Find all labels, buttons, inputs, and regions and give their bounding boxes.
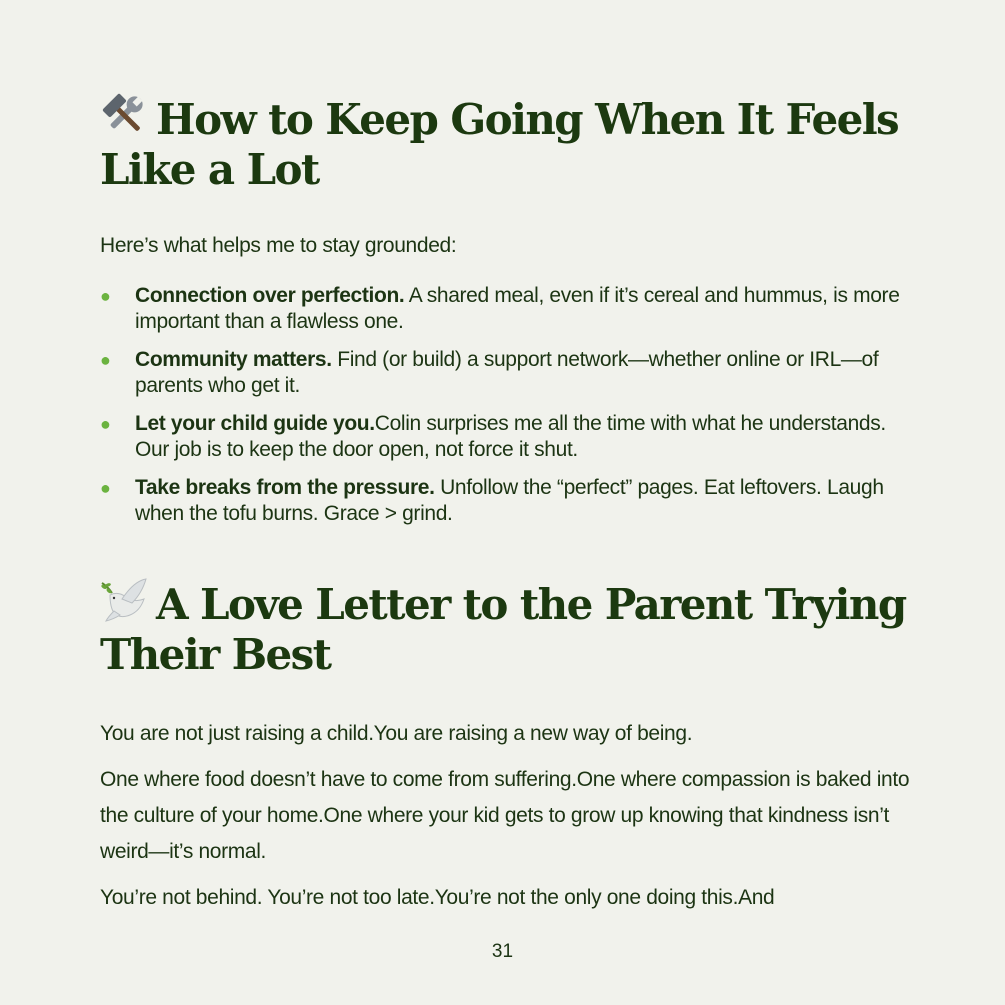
list-item xyxy=(100,283,910,335)
list-item-bold: Community matters. xyxy=(135,348,332,371)
tips-list xyxy=(100,283,910,527)
bullet-icon: ● xyxy=(100,478,111,498)
page-number: 31 xyxy=(491,941,514,962)
list-item xyxy=(100,411,910,463)
section-heading-text: A Love Letter to the Parent Trying Their Best xyxy=(100,580,906,679)
letter-paragraph: You are not just raising a child.You are raising a new way of being. xyxy=(100,722,693,745)
letter-paragraph: One where food doesn’t have to come from suffering.One where compassion is baked into the culture of your home.One where your kid gets to grow up knowing that kindness isn’t weird—it’s normal. xyxy=(100,768,910,863)
page-content xyxy=(100,92,910,916)
section-heading-love-letter xyxy=(100,577,910,678)
dove-icon xyxy=(100,577,148,632)
list-item xyxy=(100,347,910,399)
bullet-icon: ● xyxy=(100,286,111,306)
letter-paragraph: You’re not behind. You’re not too late.You’re not the only one doing this.And xyxy=(100,886,775,909)
list-item-text: Find (or build) a support network—whether online or IRL—of parents who get it. xyxy=(135,348,879,397)
list-item-bold: Take breaks from the pressure. xyxy=(135,476,435,499)
section-heading-text: How to Keep Going When It Feels Like a Lot xyxy=(100,95,899,194)
intro-text: Here’s what helps me to stay grounded: xyxy=(100,234,457,257)
section-heading-keep-going xyxy=(100,92,910,193)
list-item-text: A shared meal, even if it’s cereal and hummus, is more important than a flawless one. xyxy=(135,284,900,333)
list-item-text: Colin surprises me all the time with what he understands. Our job is to keep the door open, not force it shut. xyxy=(135,412,886,461)
list-item-bold: Let your child guide you. xyxy=(135,412,375,435)
bullet-icon: ● xyxy=(100,414,111,434)
bullet-icon: ● xyxy=(100,350,111,370)
list-item-text: Unfollow the “perfect” pages. Eat leftovers. Laugh when the tofu burns. Grace > grind. xyxy=(135,476,884,525)
list-item-bold: Connection over perfection. xyxy=(135,284,405,307)
hammer-and-wrench-icon xyxy=(100,92,148,147)
list-item xyxy=(100,475,910,527)
